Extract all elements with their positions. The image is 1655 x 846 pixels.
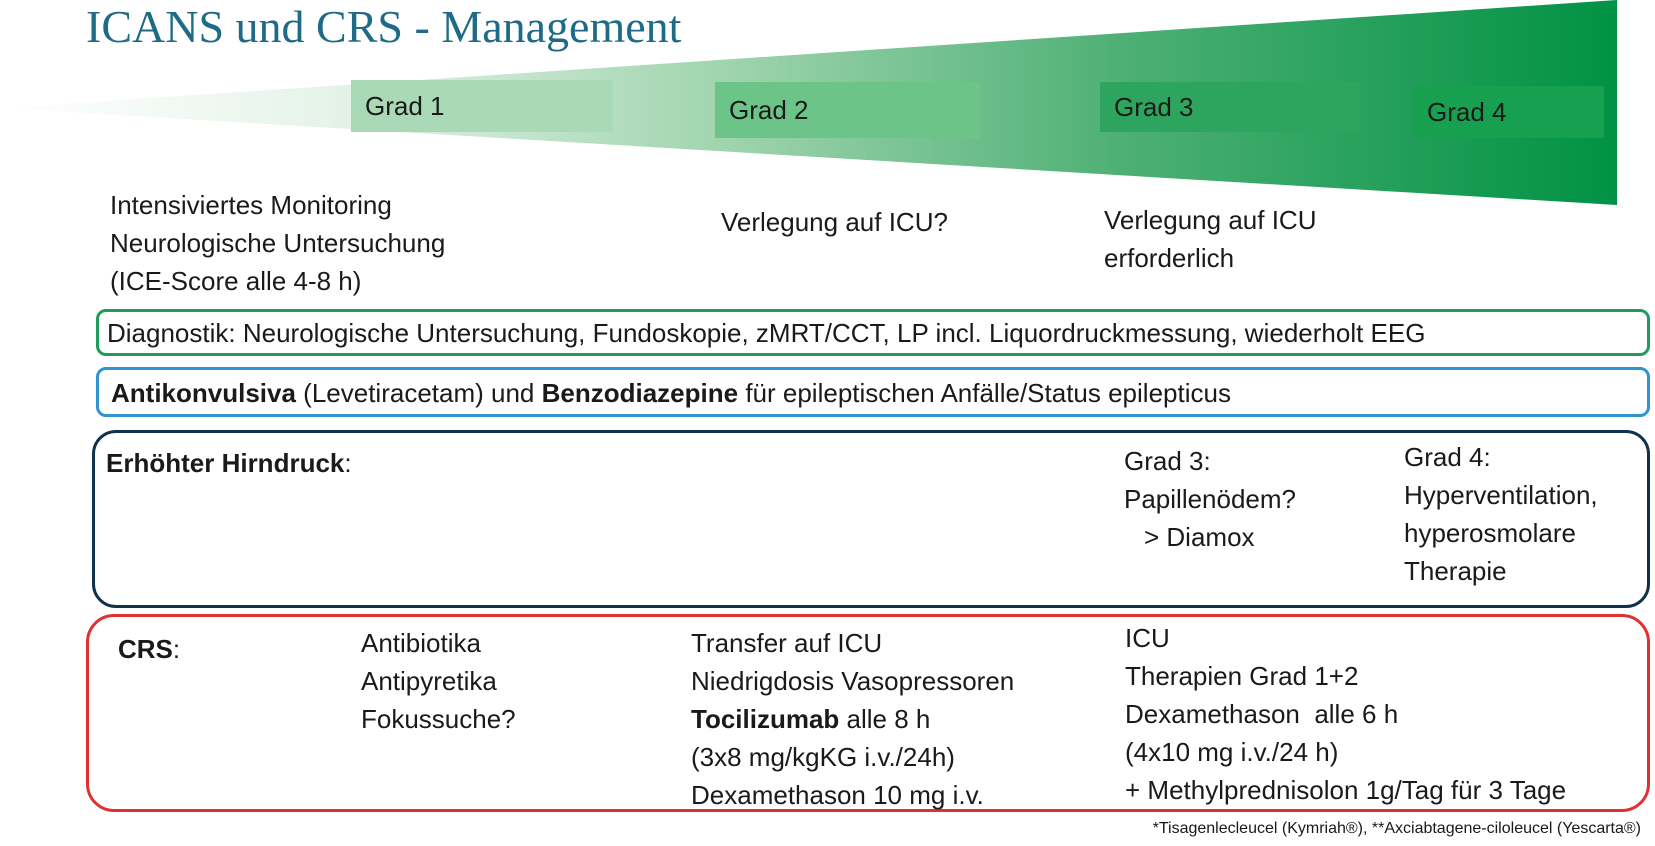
crs-line: (4x10 mg i.v./24 h)	[1125, 737, 1339, 767]
crs-line: + Methylprednisolon 1g/Tag für 3 Tage	[1125, 775, 1567, 805]
monitoring-grad2	[721, 203, 948, 241]
crs-grad1	[361, 624, 516, 738]
tocilizumab-bold: Tocilizumab	[691, 704, 840, 734]
page-title: ICANS und CRS - Management	[86, 1, 682, 52]
monitoring-line: Verlegung auf ICU	[1104, 205, 1317, 235]
crs-label	[118, 634, 180, 665]
hirndruck-line: Grad 3:	[1124, 446, 1211, 476]
crs-colon: :	[172, 634, 181, 664]
crs-line: Dexamethason 10 mg i.v.	[691, 780, 984, 810]
monitoring-grad3	[1104, 201, 1316, 277]
crs-line: Antipyretika	[361, 666, 497, 696]
crs-line	[691, 700, 1014, 738]
antikonvulsiva-bold: Antikonvulsiva	[111, 378, 296, 408]
hirndruck-grad4	[1404, 438, 1598, 590]
crs-box	[86, 614, 1650, 812]
crs-grad3-4	[1125, 619, 1566, 809]
monitoring-line: erforderlich	[1104, 243, 1235, 273]
grade-2-label: Grad 2	[715, 82, 980, 138]
hirndruck-line: Grad 4:	[1404, 442, 1491, 472]
crs-line: Dexamethason alle 6 h	[1125, 699, 1399, 729]
crs-label-bold: CRS	[118, 634, 173, 664]
hirndruck-grad3	[1124, 442, 1296, 556]
hirndruck-box	[92, 430, 1650, 608]
monitoring-line: Neurologische Untersuchung	[110, 228, 446, 258]
diagnostik-box	[96, 309, 1650, 356]
hirndruck-line: > Diamox	[1144, 522, 1255, 552]
hirndruck-colon: :	[344, 448, 352, 478]
diagnostik-text: Diagnostik: Neurologische Untersuchung, Fundoskopie, zMRT/CCT, LP incl. Liquordruckmessung, wiederholt EEG	[107, 318, 1426, 348]
hirndruck-line: Papillenödem?	[1124, 484, 1297, 514]
crs-line: Therapien Grad 1+2	[1125, 661, 1359, 691]
crs-line: Fokussuche?	[361, 704, 516, 734]
antikonvulsiva-drug: (Levetiracetam) und	[295, 378, 542, 408]
antikonvulsiva-box	[96, 367, 1650, 417]
monitoring-line: (ICE-Score alle 4-8 h)	[110, 266, 362, 296]
crs-line: ICU	[1125, 623, 1170, 653]
crs-grad2	[691, 624, 1014, 814]
monitoring-grad1	[110, 186, 445, 300]
antikonvulsiva-indication: für epileptischen Anfälle/Status epilepticus	[738, 378, 1231, 408]
grade-4-label: Grad 4	[1413, 86, 1604, 138]
monitoring-line: Intensiviertes Monitoring	[110, 190, 392, 220]
footnote: *Tisagenlecleucel (Kymriah®), **Axciabtagene-ciloleucel (Yescarta®)	[1152, 820, 1641, 837]
crs-line: (3x8 mg/kgKG i.v./24h)	[691, 742, 955, 772]
hirndruck-label	[106, 448, 352, 479]
crs-line: Transfer auf ICU	[691, 628, 883, 658]
crs-line: Antibiotika	[361, 628, 481, 658]
crs-line: Niedrigdosis Vasopressoren	[691, 666, 1015, 696]
grade-1-label: Grad 1	[351, 80, 613, 132]
antikonvulsiva-text	[111, 378, 1231, 409]
hirndruck-line: hyperosmolare	[1404, 518, 1576, 548]
benzodiazepine-bold: Benzodiazepine	[541, 378, 739, 408]
hirndruck-label-bold: Erhöhter Hirndruck	[106, 448, 345, 478]
hirndruck-line: Hyperventilation,	[1404, 480, 1598, 510]
grade-3-label: Grad 3	[1100, 82, 1360, 132]
tocilizumab-interval: alle 8 h	[839, 704, 931, 734]
hirndruck-line: Therapie	[1404, 556, 1507, 586]
monitoring-line: Verlegung auf ICU?	[721, 207, 948, 237]
